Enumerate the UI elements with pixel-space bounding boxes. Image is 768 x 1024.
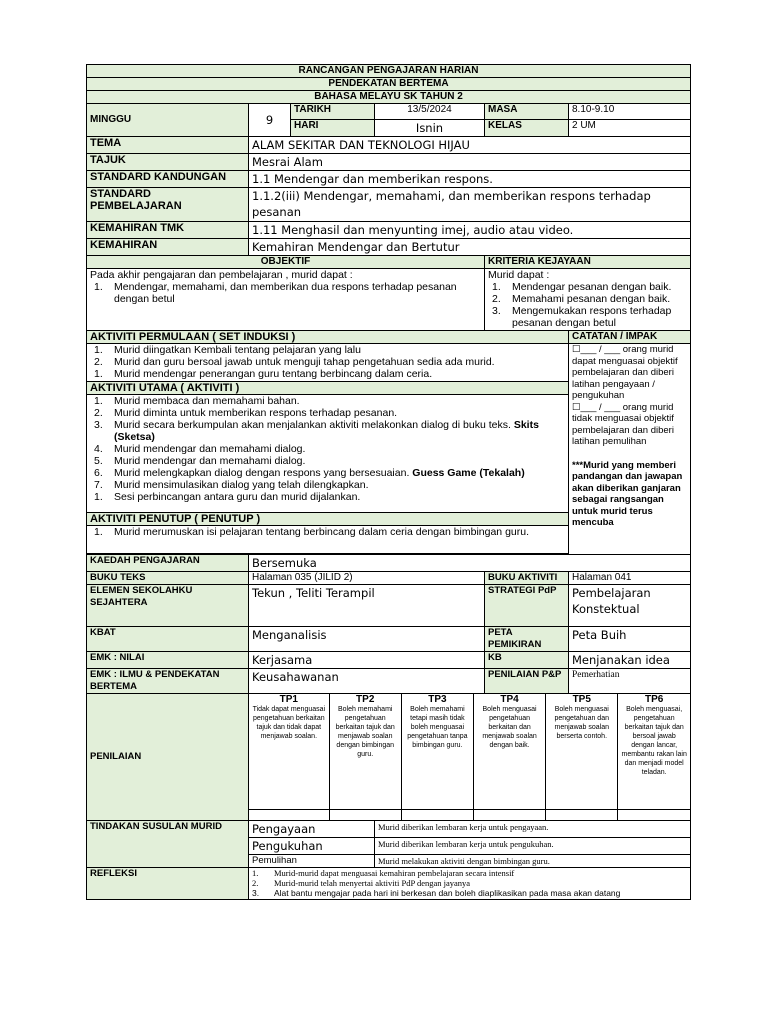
- ilmu-value: Keusahawanan: [249, 669, 485, 694]
- objektif-heading: OBJEKTIF: [87, 256, 485, 269]
- penutup-heading: AKTIVITI PENUTUP ( PENUTUP ): [87, 513, 569, 526]
- standard-kandungan-label: STANDARD KANDUNGAN: [87, 171, 249, 188]
- catatan-heading: CATATAN / IMPAK: [569, 331, 691, 344]
- catatan-content: [569, 344, 691, 555]
- tp-cell: TP3 Boleh memahami tetapi masih tidak boleh menguasai pengetahuan tanpa bimbingan guru.: [401, 694, 473, 809]
- tindakan-label: TINDAKAN SUSULAN MURID: [87, 821, 249, 868]
- kemahiran-tmk-value: 1.11 Menghasil dan menyunting imej, audio atau video.: [249, 222, 691, 239]
- refleksi-label: REFLEKSI: [87, 868, 249, 900]
- utama-content: [87, 395, 569, 513]
- penutup-item: 1. Murid merumuskan isi pelajaran tentang berbincang dalam ceria dengan bimbingan guru.: [94, 526, 529, 538]
- permulaan-item: 2. Murid dan guru bersoal jawab untuk menguji tahap pengetahuan sedia ada murid.: [94, 356, 495, 368]
- tp-score-cell[interactable]: [618, 809, 690, 820]
- ilmu-label: EMK : ILMU & PENDEKATAN BERTEMA: [87, 669, 249, 694]
- kriteria-item: 1. Mendengar pesanan dengan baik.: [492, 281, 672, 293]
- permulaan-item: 1. Murid diingatkan Kembali tentang pelajaran yang lalu: [94, 344, 361, 356]
- utama-heading: AKTIVITI UTAMA ( AKTIVITI ): [87, 382, 569, 395]
- strategi-label: STRATEGI PdP: [485, 585, 569, 627]
- kb-value: Menjanakan idea: [569, 652, 691, 669]
- tindakan-desc: Murid diberikan lembaran kerja untuk pengayaan.: [375, 821, 691, 838]
- minggu-label: MINGGU: [87, 104, 249, 137]
- utama-item: 3. Murid secara berkumpulan akan menjalankan aktiviti melakonkan dialog di buku teks. Skits (Sketsa): [94, 419, 539, 443]
- kemahiran-label: KEMAHIRAN: [87, 239, 249, 256]
- utama-item: 2. Murid diminta untuk memberikan respons terhadap pesanan.: [94, 407, 398, 419]
- penilaian-pnp-value: Pemerhatian: [569, 669, 691, 694]
- hari-label: HARI: [291, 120, 375, 137]
- elemen-label: ELEMEN SEKOLAHKU SEJAHTERA: [87, 585, 249, 627]
- header-subtitle: PENDEKATAN BERTEMA: [87, 78, 691, 91]
- utama-item: 4. Murid mendengar dan memahami dialog.: [94, 443, 306, 455]
- tp-cell: TP2 Boleh memahami pengetahuan berkaitan tajuk dan menjawab soalan dengan bimbingan guru.: [329, 694, 401, 809]
- penutup-content: [87, 526, 569, 554]
- tarikh-value: 13/5/2024: [375, 104, 485, 120]
- strategi-value: Pembelajaran Konstektual: [569, 585, 691, 627]
- kelas-label: KELAS: [485, 120, 569, 137]
- tarikh-label: TARIKH: [291, 104, 375, 120]
- standard-pembelajaran-value: 1.1.2(iii) Mendengar, memahami, dan memberikan respons terhadap pesanan: [249, 188, 691, 222]
- kemahiran-tmk-label: KEMAHIRAN TMK: [87, 222, 249, 239]
- elemen-value: Tekun , Teliti Terampil: [249, 585, 485, 627]
- catatan-note-menguasai: ☐___ / ___ orang murid dapat menguasai objektif pembelajaran dan diberi latihan pengayaan / pengukuhan: [572, 344, 678, 401]
- tp-score-cell[interactable]: [329, 809, 401, 820]
- tindakan-type: Pengukuhan: [249, 838, 375, 855]
- kb-label: KB: [485, 652, 569, 669]
- permulaan-item: 1. Murid mendengar penerangan guru tentang berbincang dalam ceria.: [94, 368, 433, 380]
- catatan-note-tidak-menguasai: ☐___ / ___ orang murid tidak menguasai objektif pembelajaran dan diberi latihan pemulihan: [572, 401, 674, 447]
- kriteria-intro: Murid dapat :: [488, 269, 550, 281]
- penilaian-pnp-label: PENILAIAN P&P: [485, 669, 569, 694]
- utama-item: 6. Murid melengkapkan dialog dengan respons yang bersesuaian. Guess Game (Tekalah): [94, 467, 525, 479]
- tp-score-cell[interactable]: [473, 809, 545, 820]
- kriteria-content: [485, 269, 691, 331]
- objektif-item: 1. Mendengar, memahami, dan memberikan dua respons terhadap pesanan dengan betul: [94, 281, 457, 305]
- permulaan-content: [87, 344, 569, 382]
- standard-kandungan-value: 1.1 Mendengar dan memberikan respons.: [249, 171, 691, 188]
- refleksi-item: 2. Murid-murid telah menyertai aktiviti PdP dengan jayanya: [252, 878, 471, 888]
- refleksi-item: 1. Murid-murid dapat menguasai kemahiran pembelajaran secara intensif: [252, 868, 515, 878]
- masa-label: MASA: [485, 104, 569, 120]
- tindakan-type: Pengayaan: [249, 821, 375, 838]
- nilai-value: Kerjasama: [249, 652, 485, 669]
- kemahiran-value: Kemahiran Mendengar dan Bertutur: [249, 239, 691, 256]
- buku-aktiviti-value: Halaman 041: [569, 572, 691, 585]
- header-subject: BAHASA MELAYU SK TAHUN 2: [87, 91, 691, 104]
- utama-item: 7. Murid mensimulasikan dialog yang telah dilengkapkan.: [94, 479, 369, 491]
- tindakan-type: Pemulihan: [249, 855, 375, 868]
- objektif-content: [87, 269, 485, 331]
- tp-score-cell[interactable]: [401, 809, 473, 820]
- hari-value: Isnin: [375, 120, 485, 137]
- utama-item: 1. Murid membaca dan memahami bahan.: [94, 395, 300, 407]
- peta-value: Peta Buih: [569, 627, 691, 652]
- tajuk-value: Mesrai Alam: [249, 154, 691, 171]
- utama-item: 5. Murid mendengar dan memahami dialog.: [94, 455, 306, 467]
- standard-pembelajaran-label: STANDARD PEMBELAJARAN: [87, 188, 249, 222]
- masa-value: 8.10-9.10: [569, 104, 691, 120]
- refleksi-content: [249, 868, 691, 900]
- buku-aktiviti-label: BUKU AKTIVITI: [485, 572, 569, 585]
- lesson-plan-table: [86, 64, 691, 900]
- tp-cell: TP4 Boleh menguasai pengetahuan berkaitan dan menjawab soalan dengan baik.: [473, 694, 545, 809]
- tajuk-label: TAJUK: [87, 154, 249, 171]
- kelas-value: 2 UM: [569, 120, 691, 137]
- utama-item: 1. Sesi perbincangan antara guru dan murid dijalankan.: [94, 491, 361, 503]
- kbat-label: KBAT: [87, 627, 249, 652]
- refleksi-item: 3. Alat bantu mengajar pada hari ini berkesan dan boleh diaplikasikan pada masa akan datang: [252, 888, 621, 898]
- tp-table: [249, 694, 690, 820]
- objektif-intro: Pada akhir pengajaran dan pembelajaran , murid dapat :: [90, 269, 353, 281]
- tp-cell: TP6 Boleh menguasai, pengetahuan berkaitan tajuk dan bersoal jawab dengan lancar, membantu rakan lain dan menjadi model teladan.: [618, 694, 690, 809]
- kaedah-label: KAEDAH PENGAJARAN: [87, 555, 249, 572]
- header-title: RANCANGAN PENGAJARAN HARIAN: [87, 65, 691, 78]
- tema-label: TEMA: [87, 137, 249, 154]
- kbat-value: Menganalisis: [249, 627, 485, 652]
- tp-cell: TP1 Tidak dapat menguasai pengetahuan berkaitan tajuk dan tidak dapat menjawab soalan.: [249, 694, 329, 809]
- tp-score-cell[interactable]: [546, 809, 618, 820]
- tema-value: ALAM SEKITAR DAN TEKNOLOGI HIJAU: [249, 137, 691, 154]
- penilaian-grid: [249, 694, 691, 821]
- tp-score-cell[interactable]: [249, 809, 329, 820]
- nilai-label: EMK : NILAI: [87, 652, 249, 669]
- tp-cell: TP5 Boleh menguasai pengetahuan dan menjawab soalan berserta contoh.: [546, 694, 618, 809]
- kriteria-item: 2. Memahami pesanan dengan baik.: [492, 293, 671, 305]
- penilaian-label: PENILAIAN: [87, 694, 249, 821]
- kaedah-value: Bersemuka: [249, 555, 691, 572]
- kriteria-heading: KRITERIA KEJAYAAN: [485, 256, 691, 269]
- minggu-value: 9: [249, 104, 291, 137]
- buku-teks-label: BUKU TEKS: [87, 572, 249, 585]
- kriteria-item: 3. Mengemukakan respons terhadap pesanan dengan betul: [492, 305, 672, 329]
- catatan-note-ganjaran: ***Murid yang memberi pandangan dan jawapan akan diberikan ganjaran sebagai rangsangan untuk murid terus mencuba: [572, 459, 683, 528]
- peta-label: PETA PEMIKIRAN: [485, 627, 569, 652]
- tindakan-desc: Murid diberikan lembaran kerja untuk pengukuhan.: [375, 838, 691, 855]
- tindakan-desc: Murid melakukan aktiviti dengan bimbingan guru.: [375, 855, 691, 868]
- buku-teks-value: Halaman 035 (JILID 2): [249, 572, 485, 585]
- permulaan-heading: AKTIVITI PERMULAAN ( SET INDUKSI ): [87, 331, 569, 344]
